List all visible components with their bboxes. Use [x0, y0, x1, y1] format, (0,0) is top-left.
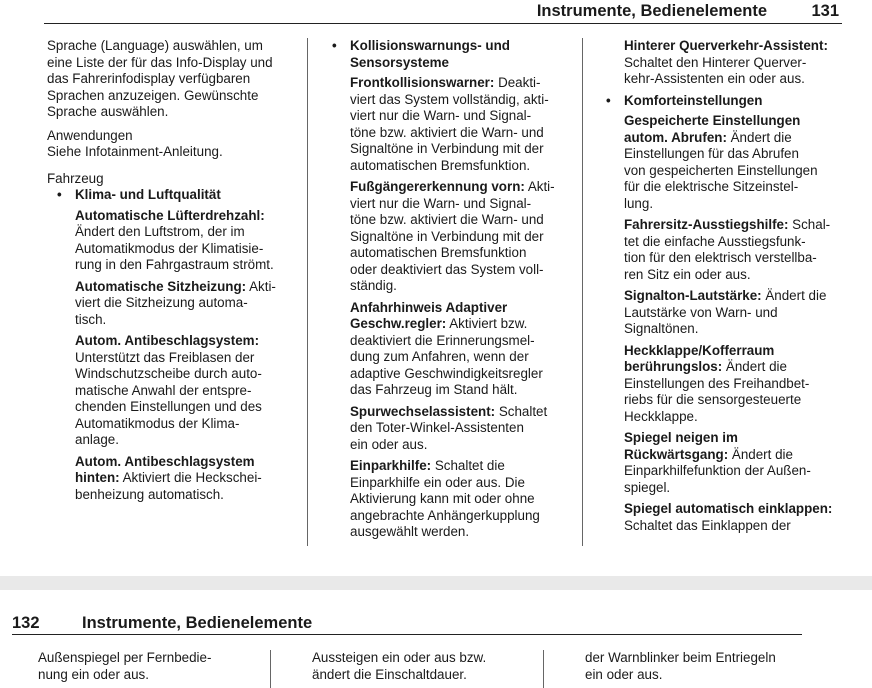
- setting-spiegel-neigen: Spiegel neigen im Rückwärtsgang: Ändert die Einparkhilfefunktion der Außen- spiegel.: [624, 430, 811, 495]
- bullet-kollision: • Kollisionswarnungs- und Sensorsysteme: [332, 38, 510, 70]
- section-heading-anwendungen: Anwendungen: [47, 127, 133, 143]
- column-2: Aussteigen ein oder aus bzw. ändert die Einschaltdauer.: [312, 650, 487, 682]
- column-divider: [307, 38, 308, 546]
- page-number: 131: [811, 2, 839, 20]
- setting-spiegel-einklappen: Spiegel automatisch einklappen: Schaltet das Einklappen der: [624, 501, 833, 533]
- setting-antibeschlag-hinten: Autom. Antibeschlagsystem hinten: Aktiviert die Heckschei- benheizung automatisch.: [75, 453, 262, 502]
- setting-ausstiegshilfe: Fahrersitz-Ausstiegshilfe: Schal- tet die einfache Ausstiegsfunk- tion für den elektrisch verstellba- ren Sitz ein oder aus.: [624, 217, 831, 282]
- column-3: [596, 38, 851, 539]
- section-heading-fahrzeug: Fahrzeug: [47, 170, 104, 186]
- setting-frontkollision: Frontkollisionswarner: Deakti- viert das System vollständig, akti- viert nur die Warn- und Signal- töne bzw. aktiviert die Warn- und Signaltöne in Verbindung mit der automatischen Bremsfunktion.: [350, 75, 549, 173]
- anwendungen-text: Siehe Infotainment-Anleitung.: [47, 144, 223, 159]
- setting-querverkehr: Hinterer Querverkehr-Assistent: Schaltet den Hinterer Querver- kehr-Assistenten ein oder aus.: [624, 38, 828, 86]
- column-2: [322, 38, 572, 546]
- setting-luefterdrehzahl: Automatische Lüfterdrehzahl: Ändert den Luftstrom, der im Automatikmodus der Klimatisie- rung in den Fahrgastraum strömt.: [75, 207, 274, 272]
- bullet-dot-icon: •: [606, 92, 611, 108]
- setting-spurwechsel: Spurwechselassistent: Schaltet den Toter-Winkel-Assistenten ein oder aus.: [350, 403, 548, 452]
- setting-heckklappe: Heckklappe/Kofferraum berührungslos: Ändert die Einstellungen des Freihandbet- riebs für die sensorgesteuerte Heckklappe.: [624, 342, 810, 424]
- header-rule: [12, 634, 802, 635]
- column-1: Außenspiegel per Fernbedie- nung ein oder aus.: [38, 650, 212, 682]
- bullet-dot-icon: •: [332, 38, 337, 53]
- page-132: [0, 590, 872, 688]
- column-divider: [582, 38, 583, 546]
- bullet-komfort: • Komforteinstellungen: [606, 92, 763, 108]
- column-divider: [543, 650, 544, 688]
- column-3: der Warnblinker beim Entriegeln ein oder aus.: [585, 650, 776, 682]
- language-paragraph: Sprache (Language) auswählen, um eine Liste der für das Info-Display und das Fahrerinfodisplay verfügbaren Sprachen anzuzeigen. Gewünschte Sprache auswählen.: [47, 38, 273, 119]
- bullet-klima: • Klima- und Luftqualität: [57, 187, 221, 202]
- page-number: 132: [12, 614, 40, 632]
- setting-anfahrhinweis: Anfahrhinweis Adaptiver Geschw.regler: Aktiviert bzw. deaktiviert die Erinnerungsmel- dung zum Anfahren, wenn der adaptive Geschwindigkeitsregler das Fahrzeug im Stand hält.: [350, 299, 543, 397]
- setting-sitzheizung: Automatische Sitzheizung: Akti- viert die Sitzheizung automa- tisch.: [75, 278, 276, 327]
- setting-gespeicherte-einstellungen: Gespeicherte Einstellungen autom. Abrufen: Ändert die Einstellungen für das Abrufen von gespeicherten Einstellungen für die elektrische Sitzeinstel- lung.: [624, 113, 818, 211]
- header-rule: [44, 23, 842, 24]
- setting-antibeschlag: Autom. Antibeschlagsystem: Unterstützt das Freiblasen der Windschutzscheibe durch auto- matische Anwahl der entspre- chenden Einstellungen und des Automatikmodus der Klima- anlage.: [75, 333, 262, 447]
- column-divider: [270, 650, 271, 688]
- page-gap: [0, 576, 872, 590]
- setting-fussgaenger: Fußgängererkennung vorn: Akti- viert nur die Warn- und Signal- töne bzw. aktiviert die Warn- und Signaltöne in Verbindung mit der automatischen Bremsfunktion oder deaktiviert das System voll- ständig.: [350, 179, 555, 293]
- setting-einparkhilfe: Einparkhilfe: Schaltet die Einparkhilfe ein oder aus. Die Aktivierung kann mit oder ohne angebrachte Anhängerkupplung ausgewählt werden.: [350, 458, 540, 539]
- setting-signalton: Signalton-Lautstärke: Ändert die Lautstärke von Warn- und Signaltönen.: [624, 288, 827, 336]
- running-header-title: Instrumente, Bedienelemente: [536, 2, 767, 20]
- bullet-dot-icon: •: [57, 187, 62, 202]
- column-1: [47, 38, 297, 508]
- running-header-title: Instrumente, Bedienelemente: [82, 614, 313, 632]
